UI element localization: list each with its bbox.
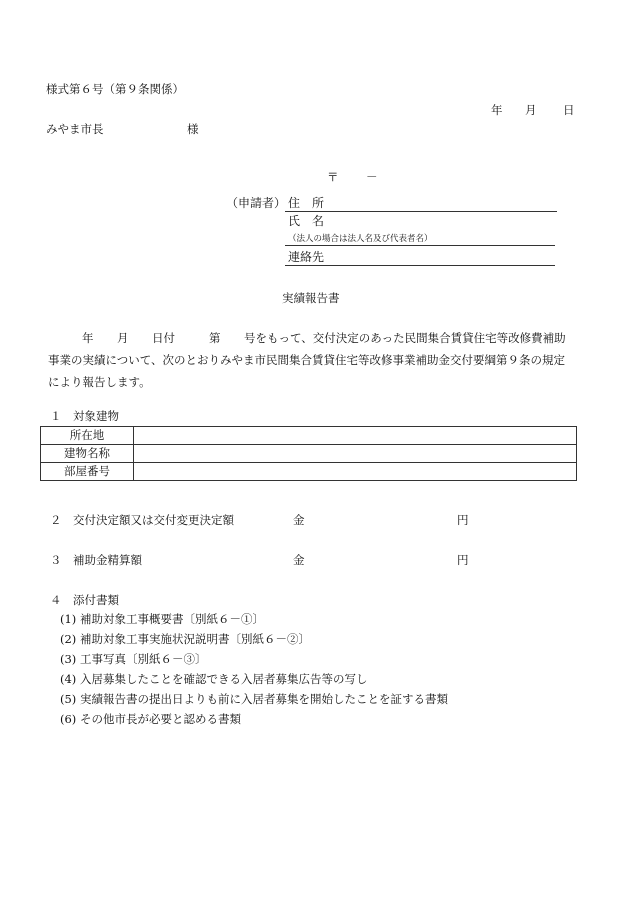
location-value[interactable] (134, 427, 577, 445)
name-underline (285, 245, 555, 246)
body-line3: により報告します。 (48, 375, 151, 389)
date-month-label: 月 (525, 103, 537, 117)
room-number-label: 部屋番号 (41, 463, 134, 481)
address-underline (285, 211, 557, 212)
date-year-label: 年 (491, 103, 503, 117)
section2-kin: 金 (293, 513, 305, 527)
building-table (40, 426, 577, 481)
location-label: 所在地 (41, 427, 134, 445)
body-day: 日付 (152, 331, 175, 345)
body-number-label: 第 (209, 331, 221, 345)
applicant-label: （申請者） (226, 196, 287, 210)
attachment-item: (5) 実績報告書の提出日よりも前に入居者募集を開始したことを証する書類 (60, 692, 448, 706)
table-row (41, 427, 577, 445)
body-line2: 事業の実績について、次のとおりみやま市民間集合賃貸住宅等改修事業補助金交付要綱第９条の規定 (48, 353, 566, 367)
room-number-value[interactable] (134, 463, 577, 481)
building-name-label: 建物名称 (41, 445, 134, 463)
addressee-honorific: 様 (187, 122, 199, 136)
name-note: （法人の場合は法人名及び代表者名） (288, 234, 433, 244)
section3-yen: 円 (457, 553, 469, 567)
date-day-label: 日 (563, 103, 575, 117)
building-name-value[interactable] (134, 445, 577, 463)
addressee-mayor: みやま市長 (46, 122, 104, 136)
address-label: 住 所 (288, 196, 325, 210)
contact-underline (285, 265, 555, 266)
document-title: 実績報告書 (282, 291, 340, 305)
section2-yen: 円 (457, 513, 469, 527)
section3-heading: ３ 補助金精算額 (50, 553, 142, 567)
section3-kin: 金 (293, 553, 305, 567)
attachment-item: (1) 補助対象工事概要書〔別紙６－①〕 (60, 612, 264, 626)
section2-heading: ２ 交付決定額又は交付変更決定額 (50, 513, 234, 527)
attachment-item: (4) 入居募集したことを確認できる入居者募集広告等の写し (60, 672, 368, 686)
section4-heading: ４ 添付書類 (50, 593, 119, 607)
name-label: 氏 名 (288, 214, 325, 228)
body-month: 月 (117, 331, 129, 345)
attachment-item: (3) 工事写真〔別紙６－③〕 (60, 652, 207, 666)
body-line1: 号をもって、交付決定のあった民間集合賃貸住宅等改修費補助 (244, 331, 566, 345)
body-year: 年 (82, 331, 94, 345)
form-number: 様式第６号（第９条関係） (46, 82, 184, 96)
table-row (41, 445, 577, 463)
postal-dash: － (366, 170, 378, 184)
attachment-item: (6) その他市長が必要と認める書類 (60, 712, 241, 726)
attachment-item: (2) 補助対象工事実施状況説明書〔別紙６－②〕 (60, 632, 310, 646)
postal-mark: 〒 (327, 170, 339, 184)
section1-heading: １ 対象建物 (50, 409, 119, 423)
contact-label: 連絡先 (288, 250, 325, 264)
table-row (41, 463, 577, 481)
